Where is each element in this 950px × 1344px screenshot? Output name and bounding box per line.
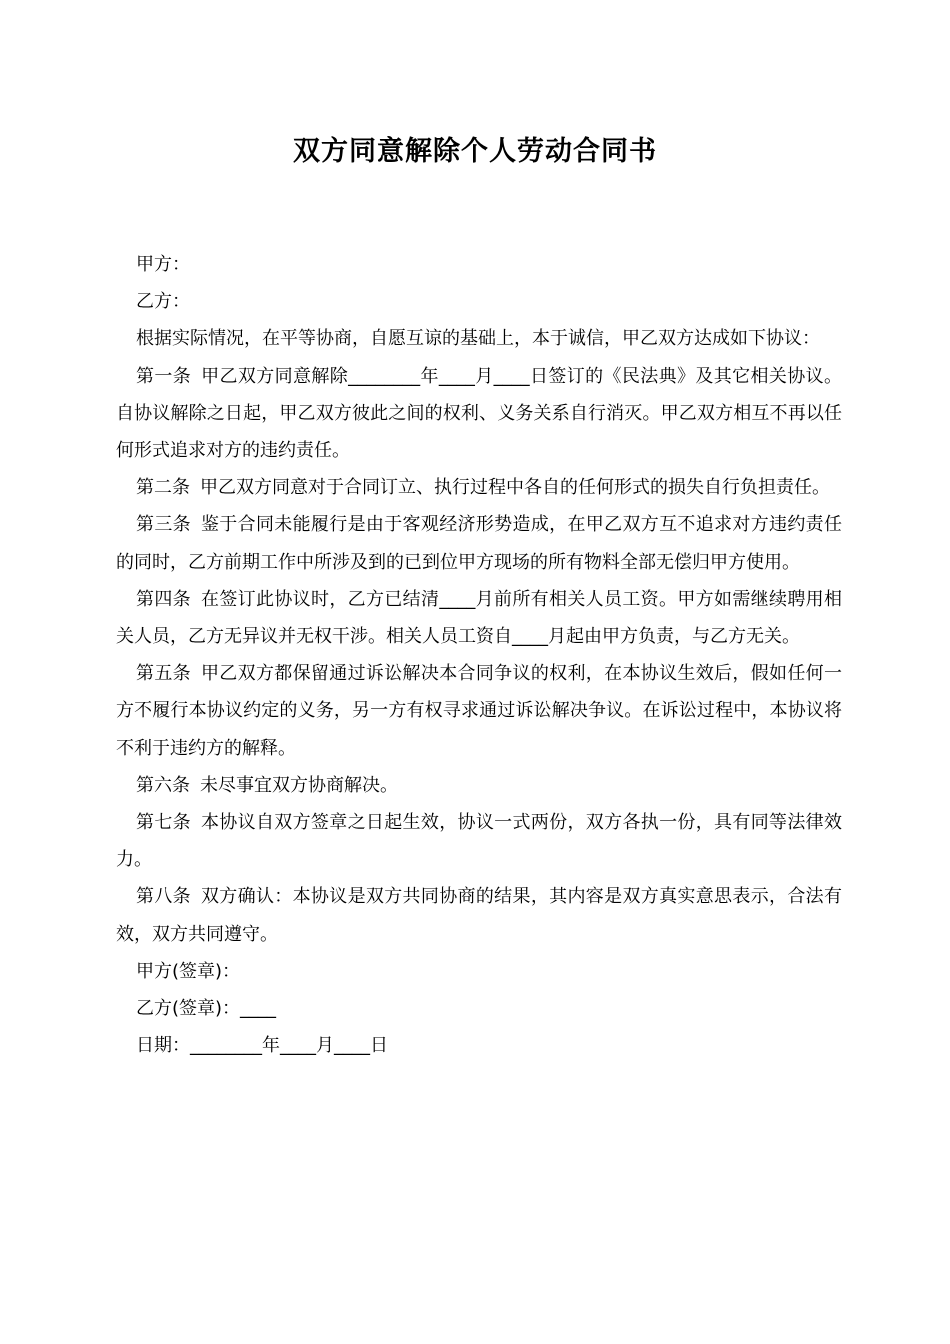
signature-party-a: 甲方(签章)：	[136, 960, 241, 982]
article-text: 未尽事宜双方协商解决。	[200, 774, 398, 796]
article-number: 第一条	[136, 365, 192, 387]
article-text: 甲乙双方同意对于合同订立、执行过程中各自的任何形式的损失自行负担责任。	[200, 477, 830, 499]
article-text: 甲乙双方同意解除________年____月____日签订的《民法典》及其它相关协议。自协议解除之日起，甲乙双方彼此之间的权利、义务关系自行消灭。甲乙双方相互不再以任何形式追求对方的违约责任。	[116, 365, 842, 462]
article-text: 双方确认：本协议是双方共同协商的结果，其内容是双方真实意思表示，合法有效，双方共同遵守。	[116, 886, 843, 945]
article-text: 在签订此协议时，乙方已结清____月前所有相关人员工资。甲方如需继续聘用相关人员，乙方无异议并无权干涉。相关人员工资自____月起由甲方负责，与乙方无关。	[116, 588, 842, 648]
article-number: 第七条	[136, 812, 191, 834]
signature-party-b: 乙方(签章)：____	[136, 998, 277, 1020]
article-number: 第四条	[136, 588, 191, 610]
article-8	[116, 878, 842, 952]
article-number: 第二条	[136, 477, 190, 499]
article-7	[116, 804, 842, 878]
article-number: 第五条	[136, 663, 191, 685]
article-number: 第六条	[136, 774, 190, 796]
article-6	[116, 767, 842, 804]
article-5	[116, 655, 842, 767]
article-number: 第三条	[136, 514, 191, 536]
article-1	[116, 358, 842, 470]
article-3	[116, 506, 842, 580]
article-text: 甲乙双方都保留通过诉讼解决本合同争议的权利，在本协议生效后，假如任何一方不履行本协议约定的义务，另一方有权寻求通过诉讼解决争议。在诉讼过程中，本协议将不利于违约方的解释。	[116, 663, 843, 759]
article-4	[116, 581, 842, 655]
article-2	[116, 469, 842, 506]
party-a-line: 甲方：	[136, 254, 190, 275]
preamble-paragraph: 根据实际情况，在平等协商，自愿互谅的基础上，本于诚信，甲乙双方达成如下协议：	[136, 328, 820, 350]
document-title: 双方同意解除个人劳动合同书	[293, 136, 657, 167]
article-text: 鉴于合同未能履行是由于客观经济形势造成，在甲乙双方互不追求对方违约责任的同时，乙方前期工作中所涉及到的已到位甲方现场的所有物料全部无偿归甲方使用。	[116, 514, 843, 573]
article-text: 本协议自双方签章之日起生效，协议一式两份，双方各执一份，具有同等法律效力。	[116, 812, 843, 871]
party-b-line: 乙方：	[136, 291, 190, 313]
signature-date: 日期：________年____月____日	[136, 1035, 388, 1057]
article-number: 第八条	[136, 886, 191, 908]
document-body	[116, 246, 842, 1064]
